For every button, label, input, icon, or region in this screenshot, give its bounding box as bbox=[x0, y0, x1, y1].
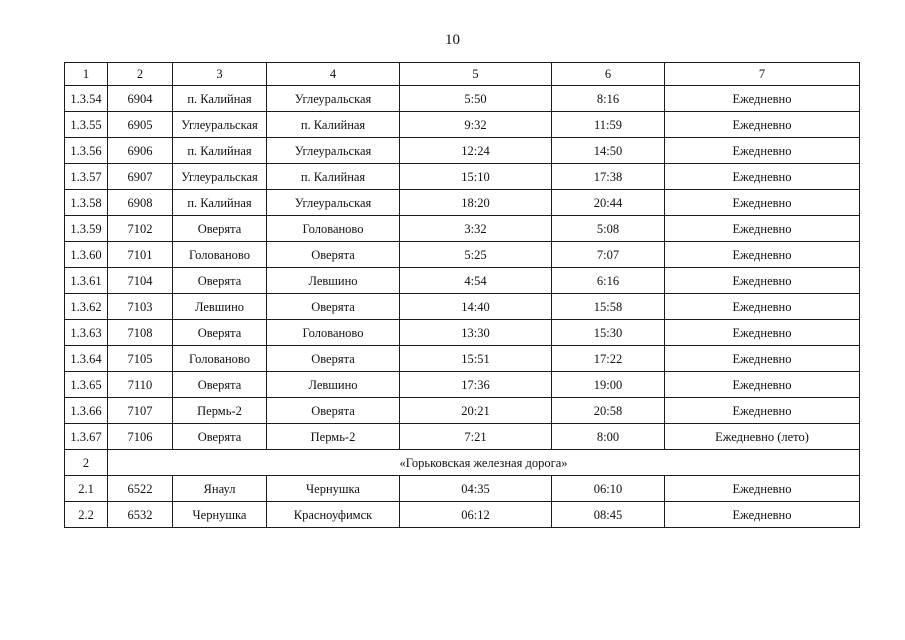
frequency-cell: Ежедневно bbox=[665, 346, 860, 372]
frequency-cell: Ежедневно (лето) bbox=[665, 424, 860, 450]
table-row bbox=[65, 190, 860, 216]
departure-station-cell: Оверята bbox=[173, 216, 267, 242]
departure-time-cell: 7:21 bbox=[400, 424, 552, 450]
arrival-station-cell: Чернушка bbox=[267, 476, 400, 502]
column-header: 2 bbox=[108, 63, 173, 86]
row-number-cell: 1.3.54 bbox=[65, 86, 108, 112]
table-row bbox=[65, 138, 860, 164]
frequency-cell: Ежедневно bbox=[665, 138, 860, 164]
table-row bbox=[65, 502, 860, 528]
arrival-station-cell: Пермь-2 bbox=[267, 424, 400, 450]
arrival-time-cell: 19:00 bbox=[552, 372, 665, 398]
row-number-cell: 1.3.66 bbox=[65, 398, 108, 424]
departure-time-cell: 5:25 bbox=[400, 242, 552, 268]
arrival-station-cell: п. Калийная bbox=[267, 112, 400, 138]
train-number-cell: 7105 bbox=[108, 346, 173, 372]
column-header: 7 bbox=[665, 63, 860, 86]
train-number-cell: 6907 bbox=[108, 164, 173, 190]
arrival-station-cell: Голованово bbox=[267, 320, 400, 346]
arrival-time-cell: 8:16 bbox=[552, 86, 665, 112]
column-header: 5 bbox=[400, 63, 552, 86]
arrival-station-cell: Оверята bbox=[267, 346, 400, 372]
section-title-cell: «Горьковская железная дорога» bbox=[108, 450, 860, 476]
departure-station-cell: п. Калийная bbox=[173, 86, 267, 112]
departure-time-cell: 9:32 bbox=[400, 112, 552, 138]
row-number-cell: 1.3.61 bbox=[65, 268, 108, 294]
arrival-time-cell: 6:16 bbox=[552, 268, 665, 294]
departure-time-cell: 06:12 bbox=[400, 502, 552, 528]
departure-time-cell: 18:20 bbox=[400, 190, 552, 216]
frequency-cell: Ежедневно bbox=[665, 294, 860, 320]
departure-station-cell: Оверята bbox=[173, 320, 267, 346]
arrival-station-cell: п. Калийная bbox=[267, 164, 400, 190]
frequency-cell: Ежедневно bbox=[665, 86, 860, 112]
row-number-cell: 1.3.58 bbox=[65, 190, 108, 216]
train-number-cell: 6906 bbox=[108, 138, 173, 164]
section-row bbox=[65, 450, 860, 476]
frequency-cell: Ежедневно bbox=[665, 268, 860, 294]
arrival-time-cell: 5:08 bbox=[552, 216, 665, 242]
train-number-cell: 7107 bbox=[108, 398, 173, 424]
train-number-cell: 6905 bbox=[108, 112, 173, 138]
row-number-cell: 2.1 bbox=[65, 476, 108, 502]
row-number-cell: 1.3.60 bbox=[65, 242, 108, 268]
column-header: 3 bbox=[173, 63, 267, 86]
arrival-time-cell: 06:10 bbox=[552, 476, 665, 502]
frequency-cell: Ежедневно bbox=[665, 164, 860, 190]
arrival-time-cell: 20:44 bbox=[552, 190, 665, 216]
departure-station-cell: Левшино bbox=[173, 294, 267, 320]
table-row bbox=[65, 476, 860, 502]
arrival-station-cell: Оверята bbox=[267, 398, 400, 424]
departure-station-cell: Оверята bbox=[173, 424, 267, 450]
arrival-time-cell: 15:30 bbox=[552, 320, 665, 346]
row-number-cell: 1.3.64 bbox=[65, 346, 108, 372]
train-number-cell: 6908 bbox=[108, 190, 173, 216]
column-header: 6 bbox=[552, 63, 665, 86]
departure-time-cell: 3:32 bbox=[400, 216, 552, 242]
departure-time-cell: 20:21 bbox=[400, 398, 552, 424]
departure-station-cell: п. Калийная bbox=[173, 138, 267, 164]
row-number-cell: 1.3.63 bbox=[65, 320, 108, 346]
arrival-station-cell: Голованово bbox=[267, 216, 400, 242]
departure-station-cell: Голованово bbox=[173, 346, 267, 372]
departure-station-cell: Янаул bbox=[173, 476, 267, 502]
table-body bbox=[65, 63, 860, 528]
table-row bbox=[65, 216, 860, 242]
departure-time-cell: 13:30 bbox=[400, 320, 552, 346]
train-number-cell: 6532 bbox=[108, 502, 173, 528]
table-row bbox=[65, 112, 860, 138]
frequency-cell: Ежедневно bbox=[665, 112, 860, 138]
departure-station-cell: Пермь-2 bbox=[173, 398, 267, 424]
arrival-time-cell: 14:50 bbox=[552, 138, 665, 164]
page-number: 10 bbox=[445, 32, 460, 48]
table-row bbox=[65, 268, 860, 294]
section-number-cell: 2 bbox=[65, 450, 108, 476]
arrival-time-cell: 8:00 bbox=[552, 424, 665, 450]
train-number-cell: 7103 bbox=[108, 294, 173, 320]
table-row bbox=[65, 372, 860, 398]
frequency-cell: Ежедневно bbox=[665, 398, 860, 424]
departure-station-cell: Чернушка bbox=[173, 502, 267, 528]
arrival-station-cell: Углеуральская bbox=[267, 86, 400, 112]
departure-station-cell: Углеуральская bbox=[173, 164, 267, 190]
frequency-cell: Ежедневно bbox=[665, 372, 860, 398]
arrival-time-cell: 11:59 bbox=[552, 112, 665, 138]
arrival-station-cell: Левшино bbox=[267, 372, 400, 398]
table-row bbox=[65, 294, 860, 320]
departure-time-cell: 12:24 bbox=[400, 138, 552, 164]
departure-time-cell: 04:35 bbox=[400, 476, 552, 502]
frequency-cell: Ежедневно bbox=[665, 476, 860, 502]
frequency-cell: Ежедневно bbox=[665, 502, 860, 528]
arrival-station-cell: Красноуфимск bbox=[267, 502, 400, 528]
departure-station-cell: п. Калийная bbox=[173, 190, 267, 216]
train-number-cell: 6522 bbox=[108, 476, 173, 502]
departure-station-cell: Углеуральская bbox=[173, 112, 267, 138]
table-row bbox=[65, 424, 860, 450]
column-header: 1 bbox=[65, 63, 108, 86]
departure-station-cell: Оверята bbox=[173, 268, 267, 294]
arrival-time-cell: 7:07 bbox=[552, 242, 665, 268]
table-row bbox=[65, 164, 860, 190]
departure-time-cell: 4:54 bbox=[400, 268, 552, 294]
table-row bbox=[65, 242, 860, 268]
table-row bbox=[65, 398, 860, 424]
departure-time-cell: 17:36 bbox=[400, 372, 552, 398]
departure-time-cell: 5:50 bbox=[400, 86, 552, 112]
arrival-station-cell: Углеуральская bbox=[267, 138, 400, 164]
train-number-cell: 7101 bbox=[108, 242, 173, 268]
arrival-station-cell: Углеуральская bbox=[267, 190, 400, 216]
arrival-time-cell: 08:45 bbox=[552, 502, 665, 528]
arrival-time-cell: 15:58 bbox=[552, 294, 665, 320]
schedule-table bbox=[64, 62, 860, 528]
arrival-station-cell: Левшино bbox=[267, 268, 400, 294]
frequency-cell: Ежедневно bbox=[665, 242, 860, 268]
frequency-cell: Ежедневно bbox=[665, 320, 860, 346]
row-number-cell: 1.3.67 bbox=[65, 424, 108, 450]
row-number-cell: 1.3.59 bbox=[65, 216, 108, 242]
row-number-cell: 1.3.62 bbox=[65, 294, 108, 320]
arrival-time-cell: 20:58 bbox=[552, 398, 665, 424]
row-number-cell: 1.3.55 bbox=[65, 112, 108, 138]
departure-station-cell: Голованово bbox=[173, 242, 267, 268]
train-number-cell: 7108 bbox=[108, 320, 173, 346]
table-row bbox=[65, 346, 860, 372]
train-number-cell: 6904 bbox=[108, 86, 173, 112]
departure-time-cell: 15:51 bbox=[400, 346, 552, 372]
departure-time-cell: 15:10 bbox=[400, 164, 552, 190]
column-header: 4 bbox=[267, 63, 400, 86]
arrival-time-cell: 17:22 bbox=[552, 346, 665, 372]
column-header-row bbox=[65, 63, 860, 86]
train-number-cell: 7106 bbox=[108, 424, 173, 450]
arrival-time-cell: 17:38 bbox=[552, 164, 665, 190]
train-number-cell: 7102 bbox=[108, 216, 173, 242]
arrival-station-cell: Оверята bbox=[267, 294, 400, 320]
table-row bbox=[65, 86, 860, 112]
row-number-cell: 1.3.65 bbox=[65, 372, 108, 398]
row-number-cell: 2.2 bbox=[65, 502, 108, 528]
departure-station-cell: Оверята bbox=[173, 372, 267, 398]
row-number-cell: 1.3.57 bbox=[65, 164, 108, 190]
frequency-cell: Ежедневно bbox=[665, 216, 860, 242]
frequency-cell: Ежедневно bbox=[665, 190, 860, 216]
arrival-station-cell: Оверята bbox=[267, 242, 400, 268]
row-number-cell: 1.3.56 bbox=[65, 138, 108, 164]
train-number-cell: 7104 bbox=[108, 268, 173, 294]
departure-time-cell: 14:40 bbox=[400, 294, 552, 320]
train-number-cell: 7110 bbox=[108, 372, 173, 398]
table-row bbox=[65, 320, 860, 346]
